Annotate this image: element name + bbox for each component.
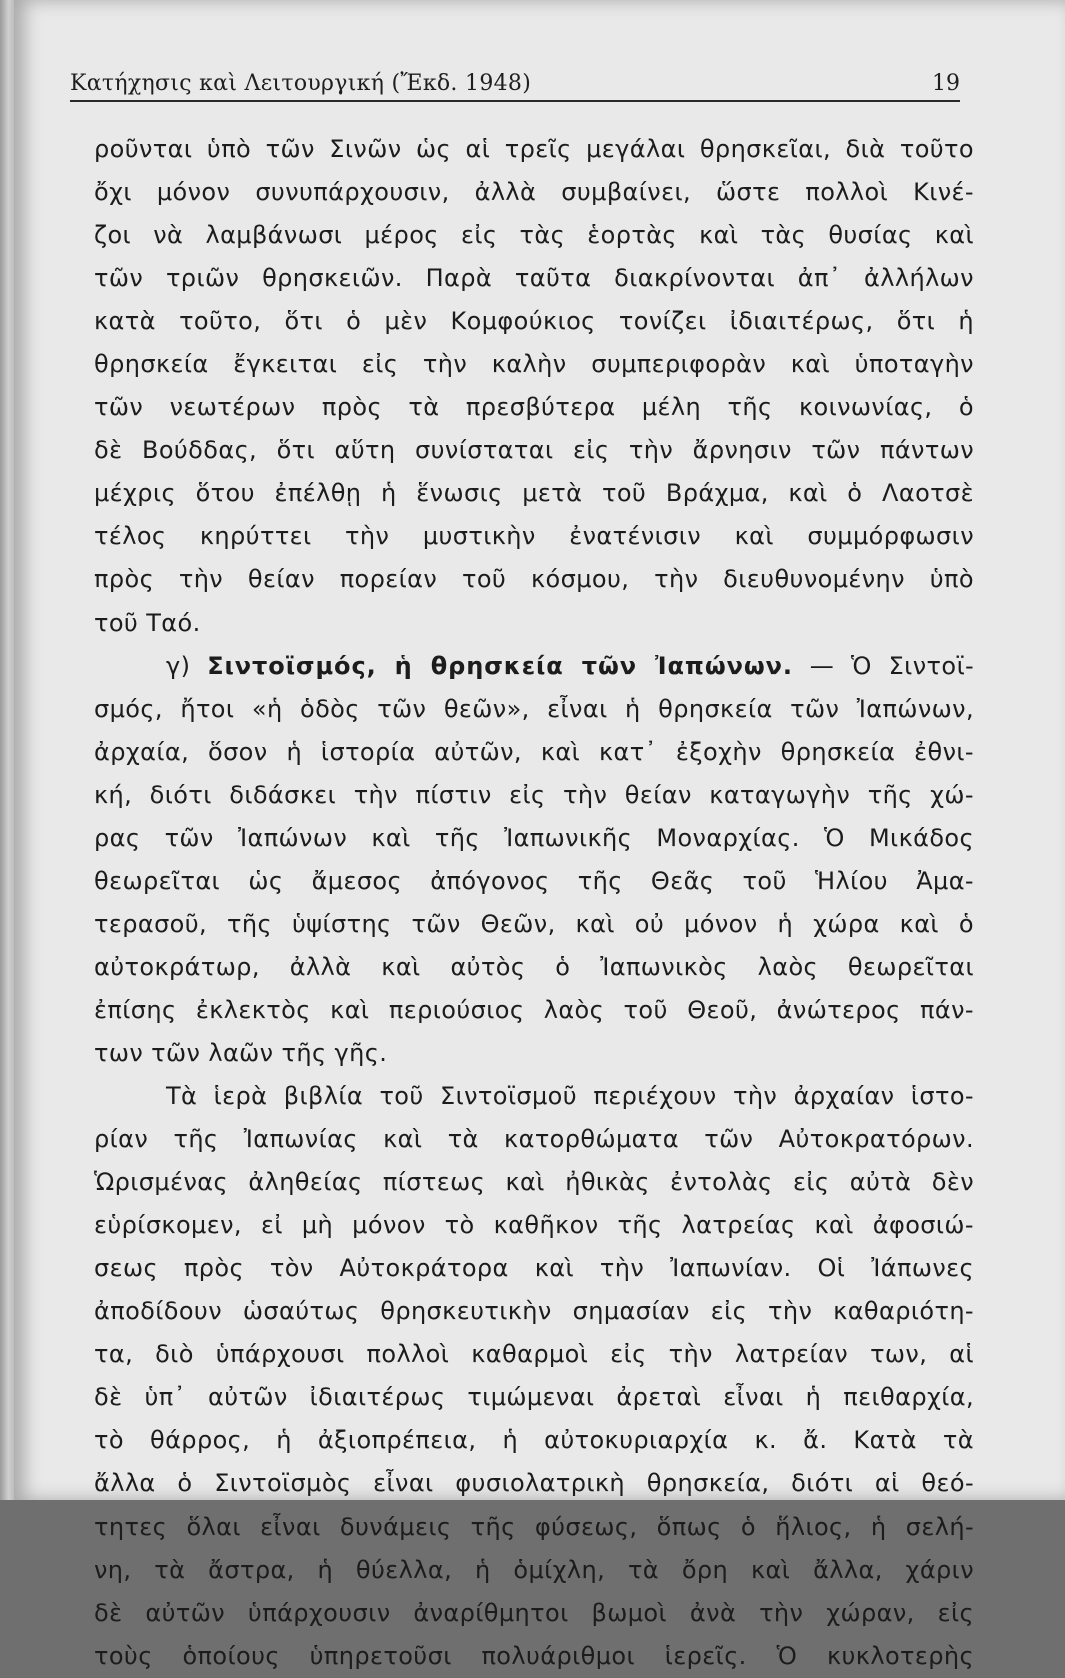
section-heading: Σιντοϊσμός, ἡ θρησκεία τῶν Ἰαπώνων.: [207, 651, 793, 680]
text-line: σμός, ἤτοι «ἡ ὁδὸς τῶν θεῶν», εἶναι ἡ θρησκεία τῶν Ἰαπώνων,: [94, 694, 974, 723]
text-line: τῶν τριῶν θρησκειῶν. Παρὰ ταῦτα διακρίνονται ἀπ᾽ ἀλλήλων: [94, 264, 974, 293]
text-line: τῶν νεωτέρων πρὸς τὰ πρεσβύτερα μέλη τῆς κοινωνίας, ὁ: [94, 393, 974, 422]
text-line: νη, τὰ ἄστρα, ἡ θύελλα, ἡ ὁμίχλη, τὰ ὄρη καὶ ἄλλα, χάριν: [94, 1555, 974, 1584]
text-line: τητες ὅλαι εἶναι δυνάμεις τῆς φύσεως, ὅπως ὁ ἥλιος, ἡ σελή-: [94, 1512, 974, 1541]
text-line: δὲ ὑπ᾽ αὐτῶν ἰδιαιτέρως τιμώμεναι ἀρεταὶ εἶναι ἡ πειθαρχία,: [94, 1383, 974, 1412]
text-line: κή, διότι διδάσκει τὴν πίστιν εἰς τὴν θείαν καταγωγὴν τῆς χώ-: [94, 780, 974, 809]
text-line: τέλος κηρύττει τὴν μυστικὴν ἐνατένισιν καὶ συμμόρφωσιν: [94, 522, 974, 551]
text-line: ζοι νὰ λαμβάνωσι μέρος εἰς τὰς ἑορτὰς καὶ τὰς θυσίας καὶ: [94, 221, 974, 250]
text-line: τοῦ Ταό.: [94, 608, 201, 637]
text-line: των τῶν λαῶν τῆς γῆς.: [94, 1038, 388, 1067]
text-line: ἐπίσης ἐκλεκτὸς καὶ περιούσιος λαὸς τοῦ Θεοῦ, ἀνώτερος πάν-: [94, 995, 974, 1024]
text-line: δὲ Βούδδας, ὅτι αὕτη συνίσταται εἰς τὴν ἄρνησιν τῶν πάντων: [94, 436, 974, 465]
text-line: Ὡρισμένας ἀληθείας πίστεως καὶ ἠθικὰς ἐντολὰς εἰς αὐτὰ δὲν: [94, 1168, 974, 1197]
running-header: [70, 60, 960, 102]
text-line: αὐτοκράτωρ, ἀλλὰ καὶ αὐτὸς ὁ Ἰαπωνικὸς λαὸς θεωρεῖται: [94, 952, 974, 981]
text-line: εὑρίσκομεν, εἰ μὴ μόνον τὸ καθῆκον τῆς λατρείας καὶ ἀφοσιώ-: [94, 1211, 974, 1240]
text-line: ἄλλα ὁ Σιντοϊσμὸς εἶναι φυσιολατρικὴ θρησκεία, διότι αἱ θεό-: [94, 1469, 974, 1498]
text-line: Τὰ ἱερὰ βιβλία τοῦ Σιντοϊσμοῦ περιέχουν τὴν ἀρχαίαν ἱστο-: [166, 1082, 974, 1111]
section-heading-continuation: — Ὁ Σιντοϊ-: [809, 651, 974, 680]
text-line: τοὺς ὁποίους ὑπηρετοῦσι πολυάριθμοι ἱερεῖς. Ὁ κυκλοτερὴς: [94, 1641, 974, 1670]
text-line: ροῦνται ὑπὸ τῶν Σινῶν ὡς αἱ τρεῖς μεγάλαι θρησκεῖαι, διὰ τοῦτο: [94, 135, 974, 163]
body-text: [94, 128, 974, 1678]
page-number: 19: [932, 71, 960, 96]
text-line: σεως πρὸς τὸν Αὐτοκράτορα καὶ τὴν Ἰαπωνίαν. Οἱ Ἰάπωνες: [94, 1254, 974, 1283]
book-spine: [0, 0, 14, 1500]
text-line: μέχρις ὅτου ἐπέλθῃ ἡ ἕνωσις μετὰ τοῦ Βράχμα, καὶ ὁ Λαοτσὲ: [94, 479, 974, 508]
text-line: θρησκεία ἔγκειται εἰς τὴν καλὴν συμπεριφορὰν καὶ ὑποταγὴν: [94, 350, 974, 379]
section-heading-line: [94, 645, 974, 688]
text-line: τὸ θάρρος, ἡ ἀξιοπρέπεια, ἡ αὐτοκυριαρχία κ. ἄ. Κατὰ τὰ: [94, 1426, 974, 1455]
text-line: κατὰ τοῦτο, ὅτι ὁ μὲν Κομφούκιος τονίζει ἰδιαιτέρως, ὅτι ἡ: [94, 307, 974, 336]
text-line: πρὸς τὴν θείαν πορείαν τοῦ κόσμου, τὴν διευθυνομένην ὑπὸ: [94, 565, 974, 594]
section-label: γ): [166, 651, 191, 680]
text-line: θεωρεῖται ὡς ἄμεσος ἀπόγονος τῆς Θεᾶς τοῦ Ἡλίου Ἀμα-: [94, 866, 974, 895]
text-line: ρίαν τῆς Ἰαπωνίας καὶ τὰ κατορθώματα τῶν Αὐτοκρατόρων.: [94, 1125, 974, 1154]
text-line: τερασοῦ, τῆς ὑψίστης τῶν Θεῶν, καὶ οὐ μόνον ἡ χώρα καὶ ὁ: [94, 909, 974, 938]
running-header-title: Κατήχησις καὶ Λειτουργική (Ἔκδ. 1948): [70, 71, 532, 96]
text-line: τα, διὸ ὑπάρχουσι πολλοὶ καθαρμοὶ εἰς τὴν λατρείαν των, αἱ: [94, 1340, 974, 1369]
text-line: ἀρχαία, ὅσον ἡ ἱστορία αὐτῶν, καὶ κατ᾽ ἐξοχὴν θρησκεία ἐθνι-: [94, 737, 974, 766]
text-line: δὲ αὐτῶν ὑπάρχουσιν ἀναρίθμητοι βωμοὶ ἀνὰ τὴν χώραν, εἰς: [94, 1598, 974, 1627]
text-line: ὄχι μόνον συνυπάρχουσιν, ἀλλὰ συμβαίνει, ὥστε πολλοὶ Κινέ-: [94, 178, 974, 207]
text-line: ἀποδίδουν ὡσαύτως θρησκευτικὴν σημασίαν εἰς τὴν καθαριότη-: [94, 1297, 974, 1326]
text-line: ρας τῶν Ἰαπώνων καὶ τῆς Ἰαπωνικῆς Μοναρχίας. Ὁ Μικάδος: [94, 823, 974, 852]
